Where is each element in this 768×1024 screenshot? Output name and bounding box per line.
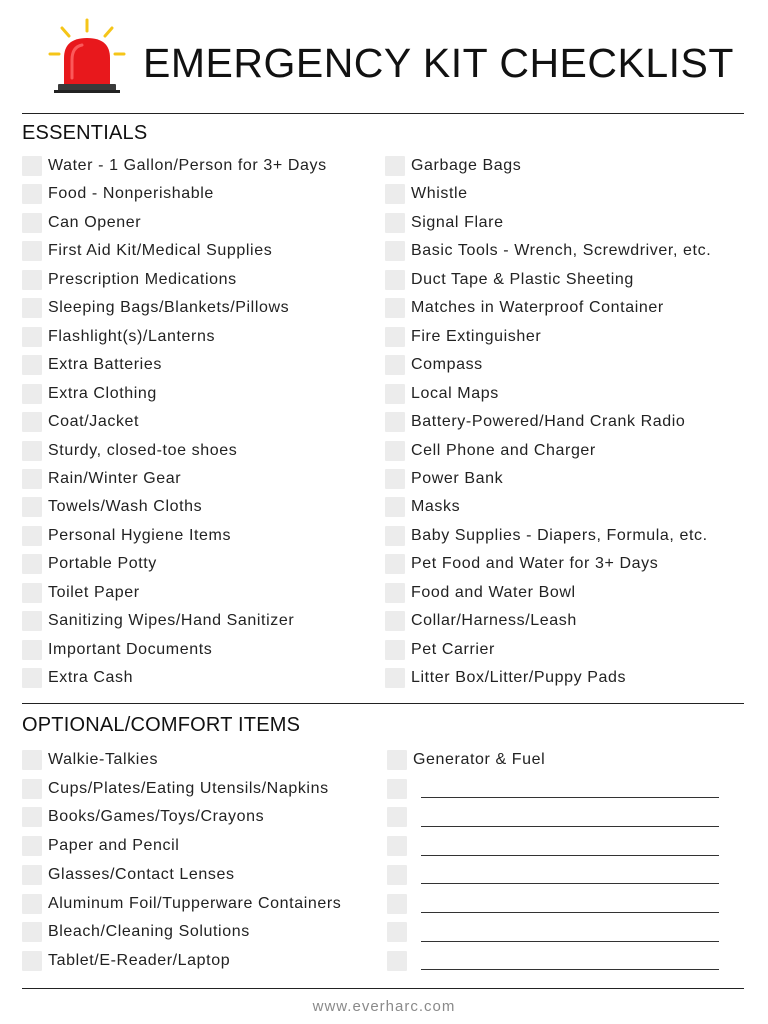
checkbox[interactable]: [387, 951, 407, 971]
checklist-item[interactable]: [22, 921, 250, 943]
checklist-item[interactable]: [387, 893, 719, 915]
checklist-item[interactable]: [387, 921, 719, 943]
checklist-item-label: Whistle: [411, 185, 468, 203]
checkbox[interactable]: [22, 497, 42, 517]
divider: [22, 113, 744, 114]
checklist-item[interactable]: [22, 212, 141, 234]
checklist-item[interactable]: [22, 639, 212, 661]
checklist-item-label: Generator & Fuel: [413, 751, 546, 768]
blank-write-in-line[interactable]: [421, 883, 719, 884]
checklist-item[interactable]: [22, 440, 237, 462]
checklist-item[interactable]: [385, 411, 685, 433]
checkbox[interactable]: [385, 497, 405, 517]
checklist-item[interactable]: [385, 240, 711, 262]
checklist-item[interactable]: [22, 411, 139, 433]
header: [0, 0, 768, 112]
checklist-item[interactable]: [385, 639, 495, 661]
checklist-item-label: Food - Nonperishable: [48, 185, 214, 203]
checkbox[interactable]: [387, 807, 407, 827]
checkbox[interactable]: [22, 894, 42, 914]
checkbox[interactable]: [22, 554, 42, 574]
checklist-item[interactable]: [385, 383, 499, 405]
checklist-item-label: Matches in Waterproof Container: [411, 299, 664, 317]
checklist-item-label: Litter Box/Litter/Puppy Pads: [411, 669, 627, 687]
checklist-item-label: Sleeping Bags/Blankets/Pillows: [48, 299, 290, 317]
checklist-item[interactable]: [22, 183, 214, 205]
checkbox[interactable]: [385, 384, 405, 404]
checkbox[interactable]: [385, 668, 405, 688]
checkbox[interactable]: [22, 583, 42, 603]
checklist-item-label: Fire Extinguisher: [411, 327, 542, 345]
checkbox[interactable]: [385, 156, 405, 176]
checklist-item[interactable]: [22, 326, 215, 348]
checklist-item-label: Garbage Bags: [411, 157, 522, 174]
checklist-item-label: Duct Tape & Plastic Sheeting: [411, 270, 634, 288]
checkbox[interactable]: [385, 213, 405, 233]
checklist-item-label: Important Documents: [48, 640, 213, 658]
checkbox[interactable]: [385, 355, 405, 375]
checklist-item-label: Personal Hygiene Items: [48, 526, 232, 544]
checklist-item-label: Cups/Plates/Eating Utensils/Napkins: [48, 779, 329, 797]
checkbox[interactable]: [387, 750, 407, 770]
checkbox[interactable]: [22, 611, 42, 631]
checkbox[interactable]: [22, 779, 42, 799]
checklist-item-label: Walkie-Talkies: [48, 751, 159, 768]
checklist-item-label: Baby Supplies - Diapers, Formula, etc.: [411, 526, 708, 544]
blank-write-in-line[interactable]: [421, 855, 719, 856]
checkbox[interactable]: [22, 355, 42, 375]
checkbox[interactable]: [387, 922, 407, 942]
checkbox[interactable]: [22, 384, 42, 404]
checklist-item[interactable]: [387, 806, 719, 828]
checklist-item[interactable]: [385, 525, 708, 547]
checkbox[interactable]: [385, 327, 405, 347]
checklist-item[interactable]: [22, 240, 272, 262]
checklist-item[interactable]: [385, 354, 483, 376]
blank-write-in-line[interactable]: [421, 969, 719, 970]
checklist-item-label: Extra Cash: [48, 669, 134, 687]
checklist-item[interactable]: [385, 582, 576, 604]
checkbox[interactable]: [22, 298, 42, 318]
checkbox[interactable]: [385, 441, 405, 461]
footer-url: www.everharc.com: [312, 998, 456, 1015]
checklist-item[interactable]: [22, 667, 133, 689]
checklist-item[interactable]: [385, 667, 626, 689]
checklist-item[interactable]: [22, 383, 157, 405]
checklist-item-label: Compass: [411, 356, 483, 374]
checklist-item[interactable]: [22, 553, 157, 575]
checklist-item-label: Books/Games/Toys/Crayons: [48, 808, 265, 826]
checklist-item[interactable]: [22, 950, 230, 972]
checklist-item-label: Flashlight(s)/Lanterns: [48, 327, 216, 345]
checklist-item-label: Battery-Powered/Hand Crank Radio: [411, 413, 686, 431]
checklist-item-label: Prescription Medications: [48, 270, 237, 288]
checkbox[interactable]: [385, 412, 405, 432]
checkbox[interactable]: [22, 469, 42, 489]
checklist-item[interactable]: [22, 525, 231, 547]
checkbox[interactable]: [385, 526, 405, 546]
checklist-item-label: Coat/Jacket: [48, 413, 140, 431]
checklist-item[interactable]: [22, 610, 294, 632]
blank-write-in-line[interactable]: [421, 941, 719, 942]
divider: [22, 703, 744, 704]
checklist-item-label: Water - 1 Gallon/Person for 3+ Days: [48, 157, 327, 174]
checklist-item-label: Towels/Wash Cloths: [48, 498, 203, 516]
checklist-item-label: Can Opener: [48, 213, 142, 231]
checklist-item[interactable]: [385, 269, 634, 291]
checkbox[interactable]: [385, 469, 405, 489]
checklist-item-label: Local Maps: [411, 384, 499, 402]
checklist-item-label: Extra Batteries: [48, 356, 162, 374]
checklist-item-label: Tablet/E-Reader/Laptop: [48, 951, 231, 969]
checkbox[interactable]: [22, 412, 42, 432]
checklist-item[interactable]: [385, 496, 460, 518]
checklist-item[interactable]: [387, 835, 719, 857]
checklist-item[interactable]: [385, 155, 521, 177]
checklist-item[interactable]: [385, 326, 541, 348]
siren-icon: [46, 18, 128, 96]
checklist-item[interactable]: [387, 864, 719, 886]
checklist-item[interactable]: [22, 155, 327, 177]
checklist-item[interactable]: [387, 778, 719, 800]
checklist-item[interactable]: [385, 183, 468, 205]
checkbox[interactable]: [22, 441, 42, 461]
checkbox[interactable]: [385, 554, 405, 574]
checklist-item[interactable]: [22, 835, 179, 857]
checklist-item[interactable]: [22, 297, 289, 319]
checklist-item-label: Collar/Harness/Leash: [411, 612, 577, 630]
section-title-essentials: ESSENTIALS: [22, 122, 148, 144]
checkbox[interactable]: [22, 836, 42, 856]
checklist-item-label: Portable Potty: [48, 555, 157, 573]
divider: [22, 988, 744, 989]
checkbox[interactable]: [385, 583, 405, 603]
checklist-item-label: Signal Flare: [411, 213, 504, 231]
checklist-item-label: Paper and Pencil: [48, 837, 180, 855]
checklist-item-label: Bleach/Cleaning Solutions: [48, 923, 250, 941]
checkbox[interactable]: [385, 298, 405, 318]
checkbox[interactable]: [22, 327, 42, 347]
checklist-item-label: Masks: [411, 498, 461, 516]
checkbox[interactable]: [387, 865, 407, 885]
checkbox[interactable]: [22, 922, 42, 942]
checkbox[interactable]: [385, 184, 405, 204]
page-title: EMERGENCY KIT CHECKLIST: [143, 40, 734, 86]
checklist-item-label: Pet Carrier: [411, 640, 495, 658]
checklist-item-label: Rain/Winter Gear: [48, 469, 182, 487]
section-title-optional: OPTIONAL/COMFORT ITEMS: [22, 714, 301, 736]
checklist-item-label: Power Bank: [411, 469, 504, 487]
checkbox[interactable]: [385, 640, 405, 660]
checklist-item[interactable]: [385, 553, 658, 575]
checklist-item[interactable]: [22, 778, 329, 800]
checkbox[interactable]: [22, 270, 42, 290]
checkbox[interactable]: [22, 184, 42, 204]
blank-write-in-line[interactable]: [421, 826, 719, 827]
checkbox[interactable]: [22, 807, 42, 827]
checklist-item[interactable]: [22, 806, 264, 828]
blank-write-in-line[interactable]: [421, 797, 719, 798]
checklist-item-label: Sanitizing Wipes/Hand Sanitizer: [48, 612, 295, 630]
checklist-item[interactable]: [22, 749, 158, 771]
checklist-item[interactable]: [385, 468, 503, 490]
checkbox[interactable]: [385, 241, 405, 261]
checklist-item-label: Toilet Paper: [48, 583, 140, 601]
checklist-item-label: Cell Phone and Charger: [411, 441, 596, 459]
checkbox[interactable]: [385, 270, 405, 290]
checklist-item[interactable]: [22, 864, 235, 886]
checklist-item[interactable]: [22, 582, 140, 604]
checklist-item-label: First Aid Kit/Medical Supplies: [48, 242, 273, 260]
checklist-item[interactable]: [385, 610, 577, 632]
blank-write-in-line[interactable]: [421, 912, 719, 913]
checklist-item[interactable]: [22, 354, 162, 376]
checkbox[interactable]: [22, 640, 42, 660]
checklist-item[interactable]: [387, 950, 719, 972]
checklist-item-label: Basic Tools - Wrench, Screwdriver, etc.: [411, 242, 712, 260]
checklist-item-label: Glasses/Contact Lenses: [48, 865, 235, 883]
checkbox[interactable]: [387, 836, 407, 856]
checkbox[interactable]: [22, 668, 42, 688]
checkbox[interactable]: [22, 865, 42, 885]
checkbox[interactable]: [22, 241, 42, 261]
checklist-item[interactable]: [385, 297, 664, 319]
checklist-item-label: Sturdy, closed-toe shoes: [48, 441, 238, 459]
checkbox[interactable]: [387, 894, 407, 914]
checklist-item[interactable]: [22, 893, 341, 915]
checkbox[interactable]: [22, 213, 42, 233]
checklist-item-label: Pet Food and Water for 3+ Days: [411, 555, 659, 573]
checklist-item[interactable]: [387, 749, 545, 771]
checkbox[interactable]: [22, 526, 42, 546]
checklist-item[interactable]: [385, 212, 504, 234]
checkbox[interactable]: [387, 779, 407, 799]
checklist-item[interactable]: [385, 440, 596, 462]
checklist-item[interactable]: [22, 269, 237, 291]
checkbox[interactable]: [22, 156, 42, 176]
checklist-item-label: Extra Clothing: [48, 384, 157, 402]
checkbox[interactable]: [22, 750, 42, 770]
checklist-item-label: Food and Water Bowl: [411, 583, 576, 601]
checkbox[interactable]: [385, 611, 405, 631]
checklist-item[interactable]: [22, 496, 202, 518]
checkbox[interactable]: [22, 951, 42, 971]
checklist-item-label: Aluminum Foil/Tupperware Containers: [48, 894, 342, 912]
checklist-item[interactable]: [22, 468, 181, 490]
